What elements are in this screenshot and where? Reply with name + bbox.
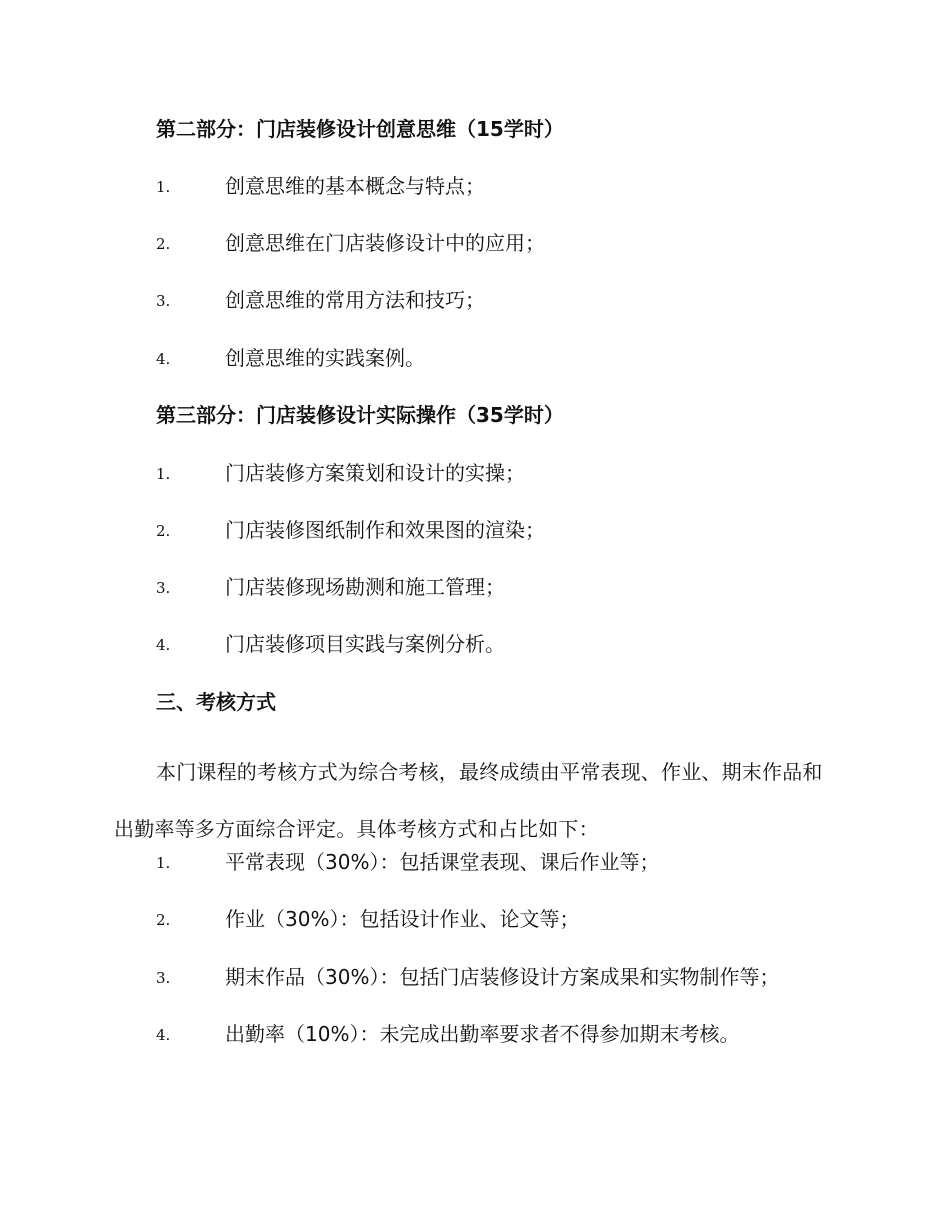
list-text: 门店装修现场勘测和施工管理； bbox=[225, 575, 505, 599]
list-text: 创意思维的常用方法和技巧； bbox=[225, 288, 485, 312]
list-text: 平常表现（30%）：包括课堂表现、课后作业等； bbox=[225, 850, 660, 874]
list-number: 1. bbox=[156, 465, 171, 483]
list-text: 期末作品（30%）：包括门店装修设计方案成果和实物制作等； bbox=[225, 965, 780, 989]
list-text: 创意思维在门店装修设计中的应用； bbox=[225, 231, 545, 255]
list-number: 1. bbox=[156, 854, 171, 872]
list-number: 3. bbox=[156, 579, 171, 597]
list-number: 3. bbox=[156, 969, 171, 987]
list-number: 4. bbox=[156, 636, 171, 654]
list-number: 4. bbox=[156, 350, 171, 368]
list-text: 作业（30%）：包括设计作业、论文等； bbox=[225, 907, 580, 931]
list-number: 4. bbox=[156, 1026, 171, 1044]
list-text: 门店装修方案策划和设计的实操； bbox=[225, 461, 525, 485]
list-number: 2. bbox=[156, 522, 171, 540]
list-number: 2. bbox=[156, 235, 171, 253]
assessment-paragraph: 本门课程的考核方式为综合考核，最终成绩由平常表现、作业、期末作品和出勤率等多方面综合评定。具体考核方式和占比如下： bbox=[114, 760, 823, 841]
list-number: 1. bbox=[156, 178, 171, 196]
list-number: 3. bbox=[156, 292, 171, 310]
section-heading-part3: 第三部分：门店装修设计实际操作（35学时） bbox=[156, 403, 564, 427]
section-heading-assessment: 三、考核方式 bbox=[156, 690, 276, 714]
section-heading-part2: 第二部分：门店装修设计创意思维（15学时） bbox=[156, 117, 564, 141]
list-text: 出勤率（10%）：未完成出勤率要求者不得参加期末考核。 bbox=[225, 1022, 740, 1046]
list-text: 门店装修图纸制作和效果图的渲染； bbox=[225, 518, 545, 542]
list-text: 门店装修项目实践与案例分析。 bbox=[225, 632, 505, 656]
list-text: 创意思维的基本概念与特点； bbox=[225, 174, 485, 198]
list-number: 2. bbox=[156, 911, 171, 929]
list-text: 创意思维的实践案例。 bbox=[225, 346, 425, 370]
